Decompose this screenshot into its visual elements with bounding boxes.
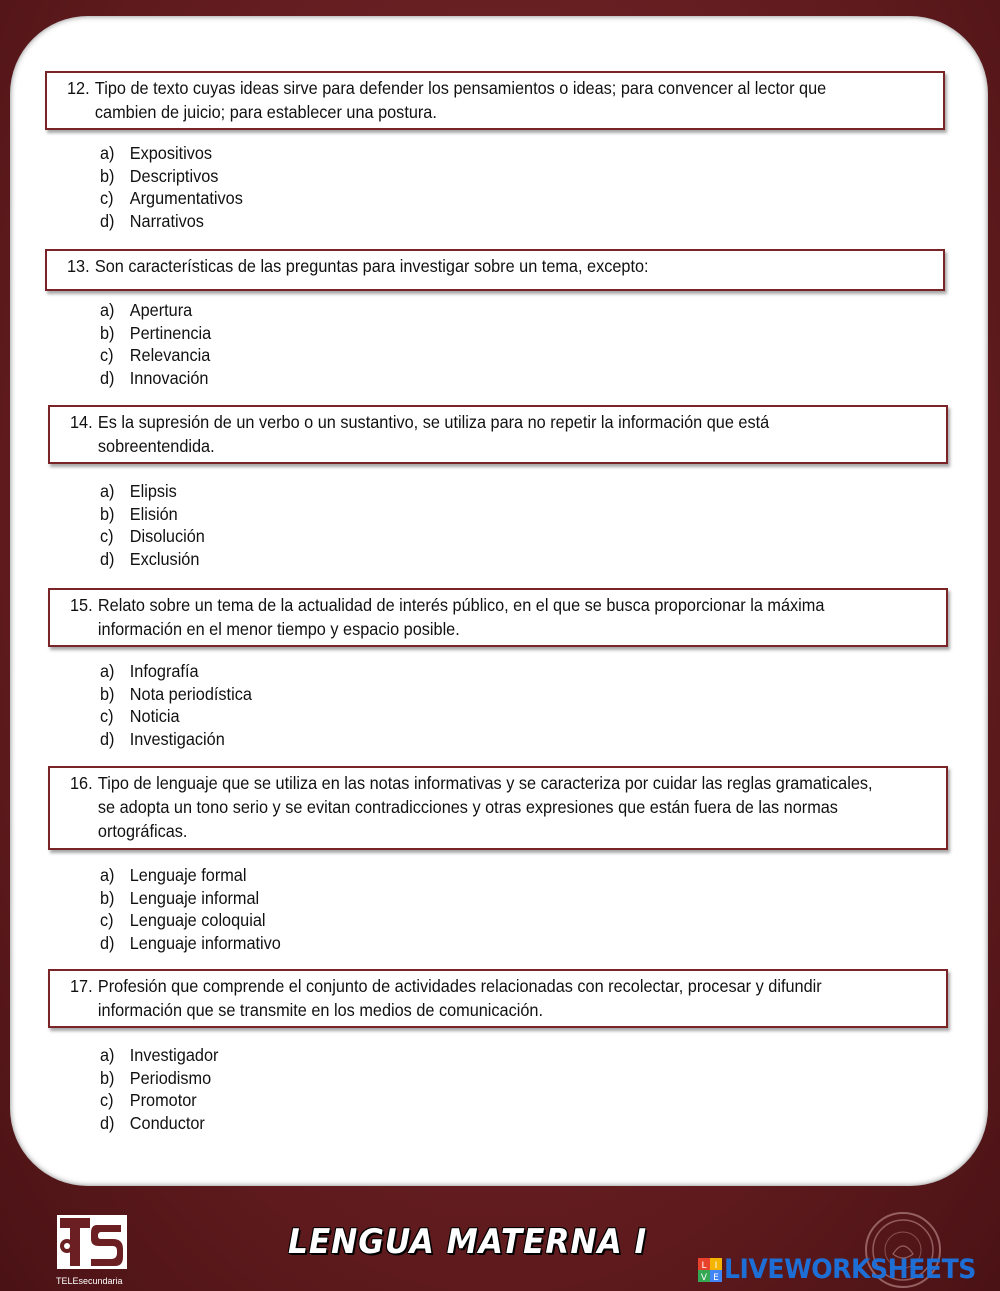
option-text: Periodismo bbox=[129, 1067, 212, 1088]
option-letter: d) bbox=[100, 211, 115, 232]
options-list-13 bbox=[100, 299, 500, 390]
option-14-c[interactable] bbox=[100, 525, 472, 548]
question-text-line: información en el menor tiempo y espacio posible. bbox=[97, 619, 460, 639]
liveworksheets-badge-icon bbox=[698, 1258, 722, 1282]
option-text: Lenguaje formal bbox=[129, 865, 247, 885]
question-number: 16. bbox=[70, 773, 93, 793]
option-12-b[interactable] bbox=[100, 165, 472, 188]
option-text: Promotor bbox=[129, 1090, 197, 1111]
options-list-14 bbox=[100, 480, 500, 571]
option-text: Relevancia bbox=[129, 345, 211, 366]
badge-letter: E bbox=[713, 1273, 719, 1282]
question-box-16 bbox=[48, 766, 948, 850]
option-letter: c) bbox=[100, 1090, 114, 1111]
question-text-line: sobreentendida. bbox=[97, 436, 215, 456]
telesecundaria-logo bbox=[57, 1215, 127, 1269]
option-14-d[interactable] bbox=[100, 548, 472, 571]
option-14-a[interactable] bbox=[100, 480, 472, 503]
telesecundaria-caption: TELEsecundaria bbox=[56, 1276, 123, 1286]
options-list-17 bbox=[100, 1044, 500, 1135]
option-text: Nota periodística bbox=[129, 683, 252, 704]
option-letter: a) bbox=[100, 143, 115, 163]
option-17-b[interactable] bbox=[100, 1067, 472, 1090]
option-letter: b) bbox=[100, 322, 115, 343]
question-text-line: Es la supresión de un verbo o un sustantivo, se utiliza para no repetir la información que está bbox=[97, 412, 770, 432]
question-box-15 bbox=[48, 588, 948, 647]
option-letter: c) bbox=[100, 188, 114, 209]
option-12-d[interactable] bbox=[100, 210, 472, 233]
question-box-14 bbox=[48, 405, 948, 464]
question-number: 14. bbox=[70, 412, 93, 432]
question-box-12 bbox=[45, 71, 945, 130]
option-text: Apertura bbox=[129, 300, 193, 320]
option-letter: d) bbox=[100, 1113, 115, 1134]
option-text: Pertinencia bbox=[129, 322, 212, 343]
question-text-line: se adopta un tono serio y se evitan contradicciones y otras expresiones que están fuera de las normas bbox=[97, 797, 838, 817]
option-text: Disolución bbox=[129, 526, 205, 547]
option-text: Conductor bbox=[129, 1113, 205, 1134]
question-text-line: Son características de las preguntas para investigar sobre un tema, excepto: bbox=[94, 256, 649, 276]
question-number: 15. bbox=[70, 595, 93, 615]
option-letter: a) bbox=[100, 865, 115, 885]
option-letter: b) bbox=[100, 1067, 115, 1088]
option-12-a[interactable] bbox=[100, 142, 472, 165]
option-letter: d) bbox=[100, 368, 115, 389]
question-number: 17. bbox=[70, 976, 93, 996]
option-17-a[interactable] bbox=[100, 1044, 472, 1067]
option-15-c[interactable] bbox=[100, 705, 472, 728]
option-12-c[interactable] bbox=[100, 187, 472, 210]
option-letter: c) bbox=[100, 526, 114, 547]
option-letter: c) bbox=[100, 345, 114, 366]
question-text-line: Tipo de texto cuyas ideas sirve para defender los pensamientos o ideas; para convencer al lector que bbox=[94, 78, 827, 98]
option-text: Elipsis bbox=[129, 481, 177, 501]
option-17-d[interactable] bbox=[100, 1112, 472, 1135]
option-13-b[interactable] bbox=[100, 322, 472, 345]
liveworksheets-watermark[interactable]: LIVEWORKSHEETS bbox=[724, 1254, 976, 1285]
subject-title: LENGUA MATERNA I bbox=[288, 1222, 648, 1262]
badge-letter: L bbox=[701, 1261, 707, 1271]
option-15-d[interactable] bbox=[100, 728, 472, 751]
question-text-line: cambien de juicio; para establecer una postura. bbox=[94, 102, 437, 122]
option-16-b[interactable] bbox=[100, 887, 472, 910]
option-13-d[interactable] bbox=[100, 367, 472, 390]
question-text-line: Tipo de lenguaje que se utiliza en las notas informativas y se caracteriza por cuidar las reglas gramaticales, bbox=[97, 773, 873, 793]
option-text: Descriptivos bbox=[129, 165, 219, 186]
option-text: Lenguaje informativo bbox=[129, 933, 281, 954]
option-16-c[interactable] bbox=[100, 909, 472, 932]
option-letter: b) bbox=[100, 887, 115, 908]
option-17-c[interactable] bbox=[100, 1089, 472, 1112]
option-text: Investigador bbox=[129, 1045, 219, 1065]
option-14-b[interactable] bbox=[100, 503, 472, 526]
options-list-12 bbox=[100, 142, 500, 233]
option-text: Lenguaje coloquial bbox=[129, 910, 266, 931]
option-letter: d) bbox=[100, 933, 115, 954]
option-text: Innovación bbox=[129, 368, 209, 389]
option-letter: a) bbox=[100, 661, 115, 681]
question-text-line: ortográficas. bbox=[97, 821, 188, 841]
option-text: Exclusión bbox=[129, 549, 200, 570]
option-text: Investigación bbox=[129, 729, 225, 750]
badge-letter: V bbox=[700, 1273, 708, 1282]
option-letter: a) bbox=[100, 1045, 115, 1065]
question-number: 13. bbox=[67, 256, 90, 276]
question-box-13 bbox=[45, 249, 945, 291]
option-13-a[interactable] bbox=[100, 299, 472, 322]
options-list-15 bbox=[100, 660, 500, 751]
option-letter: a) bbox=[100, 300, 115, 320]
options-list-16 bbox=[100, 864, 500, 955]
option-letter: c) bbox=[100, 706, 114, 727]
question-number: 12. bbox=[67, 78, 90, 98]
option-letter: c) bbox=[100, 910, 114, 931]
question-text-line: Profesión que comprende el conjunto de actividades relacionadas con recolectar, procesar y difundir bbox=[97, 976, 822, 996]
option-letter: a) bbox=[100, 481, 115, 501]
option-text: Narrativos bbox=[129, 211, 204, 232]
option-text: Expositivos bbox=[129, 143, 213, 163]
option-text: Argumentativos bbox=[129, 188, 243, 209]
option-15-b[interactable] bbox=[100, 683, 472, 706]
badge-letter: I bbox=[714, 1261, 718, 1271]
question-box-17 bbox=[48, 969, 948, 1028]
option-13-c[interactable] bbox=[100, 344, 472, 367]
option-text: Infografía bbox=[129, 661, 199, 681]
option-letter: b) bbox=[100, 165, 115, 186]
option-16-a[interactable] bbox=[100, 864, 472, 887]
option-letter: b) bbox=[100, 503, 115, 524]
option-letter: b) bbox=[100, 683, 115, 704]
option-15-a[interactable] bbox=[100, 660, 472, 683]
option-text: Noticia bbox=[129, 706, 180, 727]
option-letter: d) bbox=[100, 729, 115, 750]
option-text: Lenguaje informal bbox=[129, 887, 260, 908]
option-letter: d) bbox=[100, 549, 115, 570]
question-text-line: información que se transmite en los medios de comunicación. bbox=[97, 1000, 543, 1020]
option-16-d[interactable] bbox=[100, 932, 472, 955]
option-text: Elisión bbox=[129, 503, 178, 524]
question-text-line: Relato sobre un tema de la actualidad de interés público, en el que se busca proporcionar la máxima bbox=[97, 595, 825, 615]
